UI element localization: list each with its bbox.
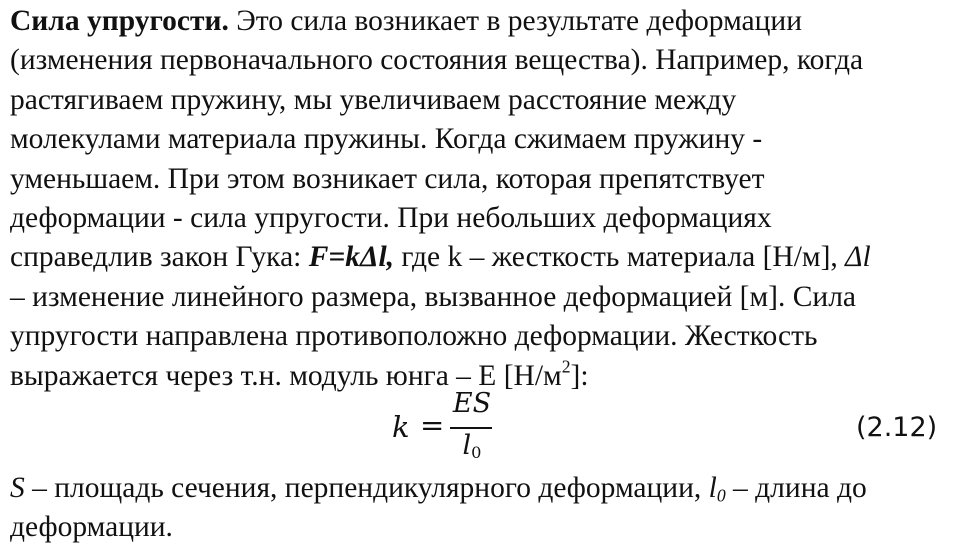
- text-line: растягиваем пружину, мы увеличиваем расстояние между: [10, 83, 737, 116]
- text-span: справедлив закон Гука:: [10, 241, 309, 274]
- text-span: – площадь сечения, перпендикулярного деформации,: [24, 472, 709, 504]
- text-line: [10, 469, 956, 508]
- main-paragraph: [10, 2, 956, 396]
- text-span: где k – жесткость материала [Н/м],: [394, 241, 846, 274]
- formula-lhs: k: [392, 410, 410, 444]
- stiffness-formula: [392, 388, 502, 468]
- text-line: (изменения первоначального состояния вещества). Например, когда: [10, 44, 864, 77]
- superscript: 2: [561, 356, 571, 377]
- text-line: упругости направлена противоположно деформации. Жесткость: [10, 320, 818, 353]
- fraction-bar: [450, 427, 492, 429]
- text-line: молекулами материала пружины. Когда сжимаем пружину -: [10, 123, 763, 156]
- l0-symbol: [709, 472, 726, 504]
- formula-denominator: [450, 430, 494, 462]
- equation-number: (2.12): [856, 412, 938, 443]
- definitions-paragraph: [10, 469, 956, 548]
- l0-subscript: 0: [716, 485, 726, 506]
- text-line: [10, 238, 956, 277]
- term-heading: Сила упругости.: [10, 5, 229, 37]
- text-line: [10, 2, 956, 41]
- l0-base: l: [708, 472, 717, 504]
- denominator-base: l: [462, 430, 472, 461]
- text-span: Это сила возникает в результате деформации: [228, 5, 802, 37]
- delta-l-symbol: Δl: [845, 241, 871, 274]
- text-line: уменьшаем. При этом возникает сила, которая препятствует: [10, 162, 765, 195]
- denominator-subscript: 0: [471, 443, 482, 463]
- text-span: – длина до: [725, 472, 867, 504]
- formula-numerator: ES: [452, 388, 492, 419]
- text-span: выражается через т.н. модуль юнга – E [Н/м: [10, 359, 562, 392]
- text-line: – изменение линейного размера, вызванное деформацией [м]. Сила: [10, 280, 857, 313]
- text-line: деформации - сила упругости. При небольших деформациях: [10, 201, 772, 234]
- formula-equals: =: [420, 408, 445, 442]
- s-symbol: S: [10, 472, 25, 504]
- text-line: деформации.: [10, 511, 173, 544]
- text-span: ]:: [570, 359, 589, 392]
- hooke-law-formula: F=kΔl,: [308, 241, 395, 274]
